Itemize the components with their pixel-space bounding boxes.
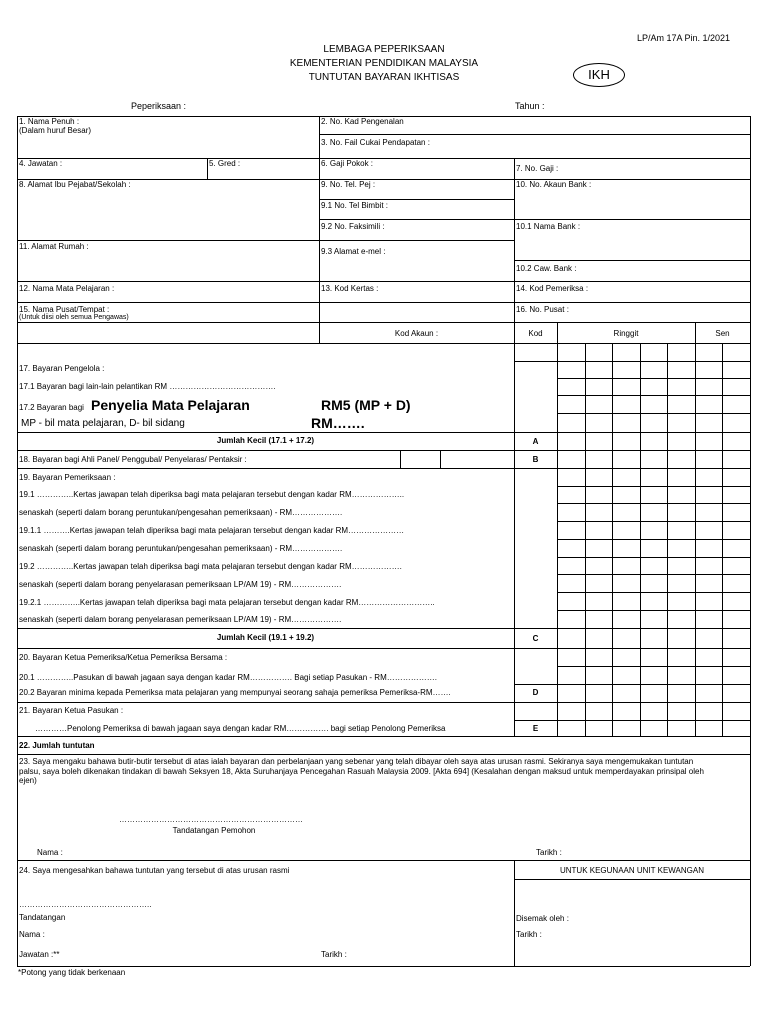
bayaran-20-2: 20.2 Bayaran minima kepada Pemeriksa mata pelajaran yang mempunyai seorang sahaja pemeriksa Pemeriksa-RM…….	[19, 688, 451, 697]
declaration-line-1: 23. Saya mengaku bahawa butir-butir tersebut di atas ialah bayaran dan perbelanjaan yang sebenar yang telah dibayar oleh saya atas urusan rasmi. Sekiranya saya mengemukakan tuntutan	[19, 757, 694, 766]
header-line-1: LEMBAGA PEPERIKSAAN	[323, 44, 445, 55]
jumlah-tuntutan: 22. Jumlah tuntutan	[19, 741, 95, 750]
certification-tarikh: Tarikh :	[321, 950, 347, 959]
field-alamat-pejabat: 8. Alamat Ibu Pejabat/Sekolah :	[19, 180, 131, 189]
field-alamat-rumah: 11. Alamat Rumah :	[19, 242, 89, 251]
bayaran-18: 18. Bayaran bagi Ahli Panel/ Penggubal/ Penyelaras/ Pentaksir :	[19, 455, 247, 464]
field-jawatan: 4. Jawatan :	[19, 159, 63, 168]
peperiksaan-label: Peperiksaan :	[131, 101, 187, 111]
signature-label: Tandatangan Pemohon	[172, 826, 256, 835]
rm5-formula: RM5 (MP + D)	[321, 397, 411, 413]
bayaran-19-1-b: senaskah (seperti dalam borang peruntukan/pengesahan pemeriksaan) - RM……………….	[19, 508, 343, 517]
bayaran-19-2-b: senaskah (seperti dalam borang penyelarasan pemeriksaan LP/AM 19) - RM……………….	[19, 580, 342, 589]
footnote: *Potong yang tidak berkenaan	[18, 968, 126, 977]
field-tel-bimbit: 9.1 No. Tel Bimbit :	[321, 201, 388, 210]
field-fail-cukai: 3. No. Fail Cukai Pendapatan :	[321, 138, 430, 147]
field-no-gaji: 7. No. Gaji :	[516, 164, 559, 173]
field-nama-penuh: 1. Nama Penuh :	[19, 117, 80, 126]
code-d: D	[532, 688, 539, 697]
field-cawangan-bank: 10.2 Caw. Bank :	[516, 264, 577, 273]
bayaran-pengelola: 17. Bayaran Pengelola :	[19, 364, 105, 373]
declaration-line-2: palsu, saya boleh dikenakan tindakan di bawah Seksyen 18, Akta Suruhanjaya Pencegahan Rasuah Malaysia 2009. [Akta 694] (Kesalahan dengan maksud untuk memperdayakan prinsipal oleh	[19, 767, 704, 776]
bayaran-20-1: 20.1 …………..Pasukan di bawah jagaan saya dengan kadar RM……………. Bagi setiap Pasukan - RM……………….	[19, 673, 437, 682]
bayaran-19: 19. Bayaran Pemeriksaan :	[19, 473, 116, 482]
jumlah-kecil-17: Jumlah Kecil (17.1 + 17.2)	[216, 436, 315, 445]
ikh-badge: IKH	[573, 63, 625, 87]
certification-tarikh-right: Tarikh :	[516, 930, 542, 939]
applicant-nama: Nama :	[37, 848, 63, 857]
certification-jawatan: Jawatan :**	[19, 950, 60, 959]
field-kad-pengenalan: 2. No. Kad Pengenalan	[321, 117, 404, 126]
field-akaun-bank: 10. No. Akaun Bank :	[516, 180, 592, 189]
field-tel-pejabat: 9. No. Tel. Pej :	[321, 180, 376, 189]
unit-kewangan-label: UNTUK KEGUNAAN UNIT KEWANGAN	[559, 866, 704, 875]
header-line-3: TUNTUTAN BAYARAN IKHTISAS	[308, 72, 460, 83]
field-nama-penuh-note: (Dalam huruf Besar)	[19, 126, 92, 135]
disemak-oleh: Disemak oleh :	[516, 914, 569, 923]
penyelia-mata-pelajaran: Penyelia Mata Pelajaran	[91, 397, 250, 413]
form-code: LP/Am 17A Pin. 1/2021	[637, 33, 731, 43]
code-b: B	[532, 455, 539, 464]
field-nama-pusat: 15. Nama Pusat/Tempat :	[19, 305, 110, 314]
bayaran-19-2-1-b: senaskah (seperti dalam borang penyelarasan pemeriksaan LP/AM 19) - RM……………….	[19, 615, 342, 624]
field-nama-pusat-note: (Untuk diisi oleh semua Pengawas)	[19, 314, 129, 321]
tahun-label: Tahun :	[515, 101, 545, 111]
field-no-pusat: 16. No. Pusat :	[516, 305, 569, 314]
bayaran-19-2: 19.2 …………..Kertas jawapan telah diperiksa bagi mata pelajaran tersebut dengan kadar RM……………….	[19, 562, 402, 571]
bayaran-17-1: 17.1 Bayaran bagi lain-lain pelantikan RM ………………………………….	[19, 382, 276, 391]
field-faksimili: 9.2 No. Faksimili :	[321, 222, 385, 231]
bayaran-21-1: …………Penolong Pemeriksa di bawah jagaan saya dengan kadar RM……………. bagi setiap Penolong Pemeriksa	[35, 724, 446, 733]
field-nama-bank: 10.1 Nama Bank :	[516, 222, 581, 231]
bayaran-20: 20. Bayaran Ketua Pemeriksa/Ketua Pemeriksa Bersama :	[19, 653, 228, 662]
mp-note: MP - bil mata pelajaran, D- bil sidang	[21, 418, 185, 429]
field-email: 9.3 Alamat e-mel :	[321, 247, 386, 256]
bayaran-19-2-1: 19.2.1 …………..Kertas jawapan telah diperiksa bagi mata pelajaran tersebut dengan kadar RM………………………..	[19, 598, 435, 607]
bayaran-19-1-1-b: senaskah (seperti dalam borang peruntukan/pengesahan pemeriksaan) - RM……………….	[19, 544, 343, 553]
declaration-line-3: ejen)	[19, 776, 37, 785]
certification-line: 24. Saya mengesahkan bahawa tuntutan yang tersebut di atas urusan rasmi	[19, 866, 290, 875]
field-mata-pelajaran: 12. Nama Mata Pelajaran :	[19, 284, 115, 293]
rm-dots: RM…….	[311, 415, 365, 431]
code-a: A	[532, 437, 539, 446]
kod-column-header: Kod	[528, 329, 543, 338]
header-line-2: KEMENTERIAN PENDIDIKAN MALAYSIA	[289, 58, 479, 69]
certification-tandatangan: Tandatangan	[19, 913, 66, 922]
bayaran-17-2-prefix: 17.2 Bayaran bagi	[19, 403, 84, 412]
field-kod-pemeriksa: 14. Kod Pemeriksa :	[516, 284, 589, 293]
jumlah-kecil-19: Jumlah Kecil (19.1 + 19.2)	[216, 633, 315, 642]
ringgit-column-header: Ringgit	[613, 329, 639, 338]
certification-dots: …………………………………………..	[19, 900, 152, 909]
bayaran-21: 21. Bayaran Ketua Pasukan :	[19, 706, 124, 715]
field-kod-kertas: 13. Kod Kertas :	[321, 284, 379, 293]
field-gred: 5. Gred :	[209, 159, 241, 168]
bayaran-19-1: 19.1 …………..Kertas jawapan telah diperiksa bagi mata pelajaran tersebut dengan kadar RM………………..	[19, 490, 405, 499]
code-e: E	[532, 724, 539, 733]
bayaran-19-1-1: 19.1.1 ……….Kertas jawapan telah diperiksa bagi mata pelajaran tersebut dengan kadar RM…………………	[19, 526, 405, 535]
signature-line: ……………………………………………………………	[119, 815, 303, 824]
field-gaji-pokok: 6. Gaji Pokok :	[321, 159, 374, 168]
code-c: C	[532, 634, 539, 643]
applicant-tarikh: Tarikh :	[536, 848, 562, 857]
kod-akaun-label: Kod Akaun :	[394, 329, 439, 338]
sen-column-header: Sen	[715, 329, 730, 338]
certification-nama: Nama :	[19, 930, 45, 939]
